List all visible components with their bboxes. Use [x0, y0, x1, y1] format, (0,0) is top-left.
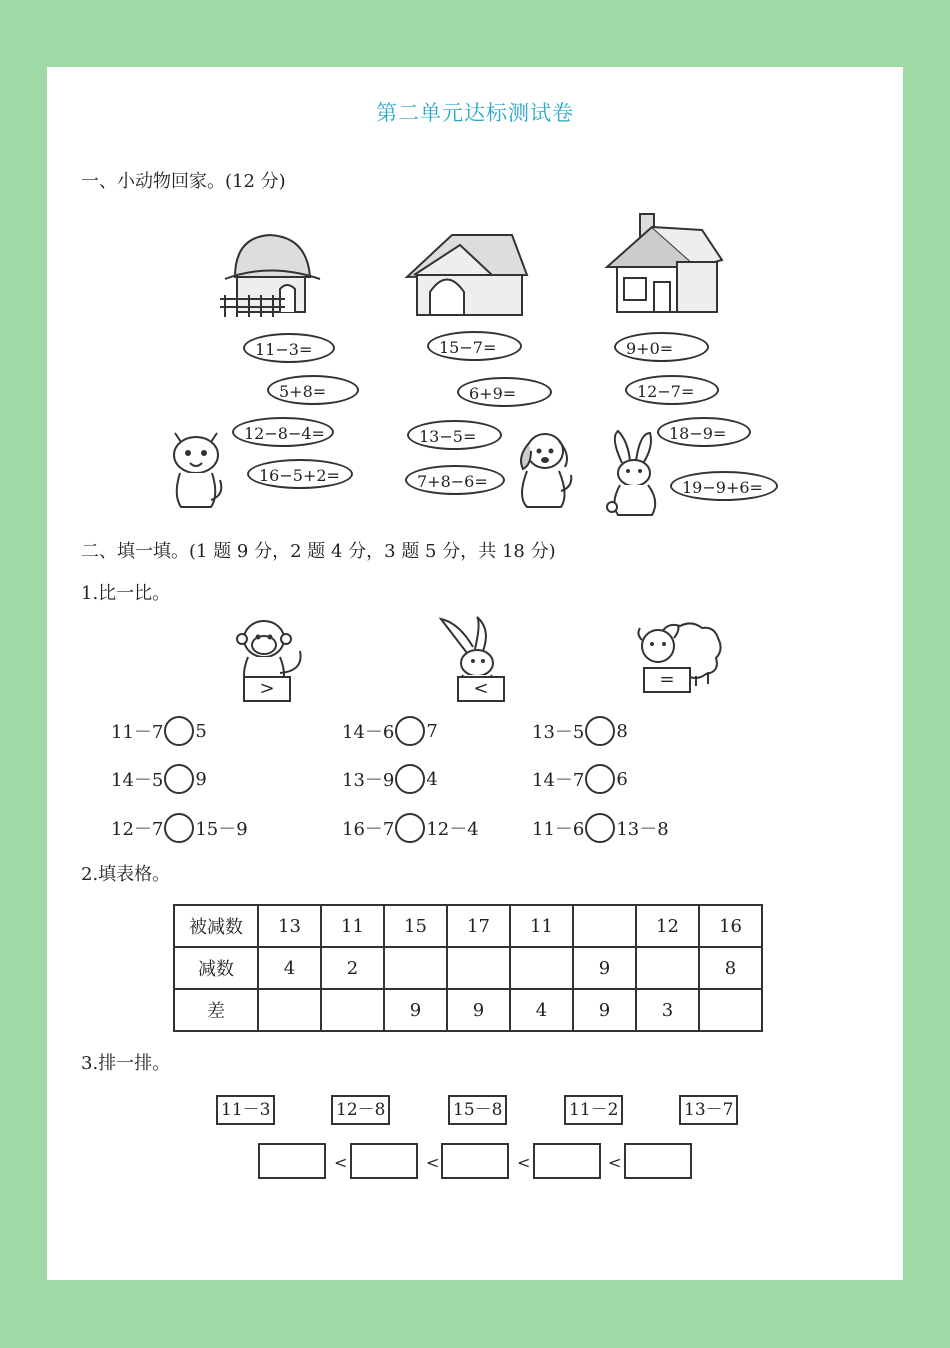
- expression-oval: 13−5=: [407, 420, 502, 450]
- table-cell[interactable]: [699, 989, 762, 1031]
- expression-oval: 6+9=: [457, 377, 552, 407]
- greater-than-sign: >: [243, 676, 291, 702]
- answer-circle[interactable]: [395, 716, 425, 746]
- row-header-cell: 被减数: [174, 905, 258, 947]
- row-header-cell: 减数: [174, 947, 258, 989]
- row-header-cell: 差: [174, 989, 258, 1031]
- table-cell: 11: [321, 905, 384, 947]
- compare-item: [111, 813, 248, 843]
- answer-circle[interactable]: [164, 764, 194, 794]
- compare-left: 11－7: [111, 722, 164, 743]
- compare-left: 14－5: [111, 770, 164, 791]
- section1-heading: 一、小动物回家。(12 分): [81, 171, 286, 192]
- expression-card: 11－2: [564, 1095, 623, 1125]
- answer-circle[interactable]: [395, 813, 425, 843]
- worksheet-title: 第二单元达标测试卷: [376, 101, 574, 125]
- section2-heading: 二、填一填。(1 题 9 分，2 题 4 分，3 题 5 分，共 18 分): [81, 541, 556, 562]
- compare-item: [532, 764, 628, 794]
- compare-item: [532, 716, 628, 746]
- less-than-sign: <: [457, 676, 505, 702]
- table-cell[interactable]: [384, 947, 447, 989]
- table-cell: 15: [384, 905, 447, 947]
- table-cell: 12: [636, 905, 699, 947]
- less-than-separator: <: [517, 1153, 531, 1172]
- compare-left: 11－6: [532, 819, 585, 840]
- answer-circle[interactable]: [585, 764, 615, 794]
- dog-icon: [509, 427, 575, 511]
- table-cell: 4: [510, 989, 573, 1031]
- expression-oval: 12−7=: [625, 375, 719, 405]
- expression-oval: 19−9+6=: [670, 471, 778, 501]
- expression-card: 15－8: [448, 1095, 507, 1125]
- answer-blank[interactable]: [533, 1143, 601, 1179]
- compare-left: 16－7: [342, 819, 395, 840]
- expression-card: 12－8: [331, 1095, 390, 1125]
- table-cell[interactable]: [636, 947, 699, 989]
- compare-left: 14－6: [342, 722, 395, 743]
- cottage-icon: [602, 212, 727, 322]
- less-than-separator: <: [608, 1153, 622, 1172]
- compare-right: 8: [616, 720, 628, 742]
- expression-oval: 12−8−4=: [232, 417, 334, 447]
- table-row: [174, 947, 762, 989]
- equal-sign: =: [643, 667, 691, 693]
- compare-right: 4: [426, 768, 438, 790]
- compare-left: 13－5: [532, 722, 585, 743]
- table-cell[interactable]: [573, 905, 636, 947]
- table-cell: 11: [510, 905, 573, 947]
- rabbit-icon: [604, 427, 664, 519]
- compare-left: 13－9: [342, 770, 395, 791]
- table-cell: 9: [573, 989, 636, 1031]
- q1-label: 1.比一比。: [81, 583, 171, 604]
- compare-right: 7: [426, 720, 438, 742]
- table-cell: 4: [258, 947, 321, 989]
- table-cell: 9: [573, 947, 636, 989]
- table-cell: 8: [699, 947, 762, 989]
- subtraction-table: [173, 904, 763, 1032]
- answer-blank[interactable]: [441, 1143, 509, 1179]
- table-row: [174, 905, 762, 947]
- doghouse-icon: [402, 227, 532, 322]
- expression-oval: 18−9=: [657, 417, 751, 447]
- compare-right: 5: [195, 720, 207, 742]
- answer-circle[interactable]: [164, 716, 194, 746]
- expression-oval: 15−7=: [427, 331, 522, 361]
- less-than-separator: <: [334, 1153, 348, 1172]
- answer-blank[interactable]: [258, 1143, 326, 1179]
- table-row: [174, 989, 762, 1031]
- answer-blank[interactable]: [350, 1143, 418, 1179]
- compare-item: [111, 764, 207, 794]
- answer-circle[interactable]: [585, 813, 615, 843]
- compare-right: 9: [195, 768, 207, 790]
- table-cell: 16: [699, 905, 762, 947]
- compare-item: [342, 813, 479, 843]
- expression-oval: 16−5+2=: [247, 459, 353, 489]
- table-cell: 9: [384, 989, 447, 1031]
- compare-right: 6: [616, 768, 628, 790]
- q3-label: 3.排一排。: [81, 1053, 171, 1074]
- expression-card: 11－3: [216, 1095, 275, 1125]
- compare-right: 13－8: [616, 819, 669, 840]
- cat-icon: [165, 425, 227, 511]
- thatched-hut-icon: [215, 227, 325, 322]
- compare-item: [342, 764, 438, 794]
- compare-item: [532, 813, 669, 843]
- answer-circle[interactable]: [395, 764, 425, 794]
- expression-oval: 7+8−6=: [405, 465, 505, 495]
- expression-oval: 11−3=: [243, 333, 335, 363]
- worksheet-page: [47, 67, 903, 1280]
- table-cell[interactable]: [258, 989, 321, 1031]
- table-cell: 2: [321, 947, 384, 989]
- less-than-separator: <: [426, 1153, 440, 1172]
- expression-oval: 9+0=: [614, 332, 709, 362]
- answer-blank[interactable]: [624, 1143, 692, 1179]
- answer-circle[interactable]: [585, 716, 615, 746]
- compare-right: 12－4: [426, 819, 479, 840]
- table-cell: 17: [447, 905, 510, 947]
- compare-right: 15－9: [195, 819, 248, 840]
- expression-card: 13－7: [679, 1095, 738, 1125]
- answer-circle[interactable]: [164, 813, 194, 843]
- table-cell[interactable]: [510, 947, 573, 989]
- compare-left: 12－7: [111, 819, 164, 840]
- compare-item: [342, 716, 438, 746]
- table-cell: 3: [636, 989, 699, 1031]
- table-cell[interactable]: [447, 947, 510, 989]
- compare-left: 14－7: [532, 770, 585, 791]
- expression-oval: 5+8=: [267, 375, 359, 405]
- q2-label: 2.填表格。: [81, 864, 171, 885]
- table-cell[interactable]: [321, 989, 384, 1031]
- table-cell: 9: [447, 989, 510, 1031]
- table-cell: 13: [258, 905, 321, 947]
- compare-item: [111, 716, 207, 746]
